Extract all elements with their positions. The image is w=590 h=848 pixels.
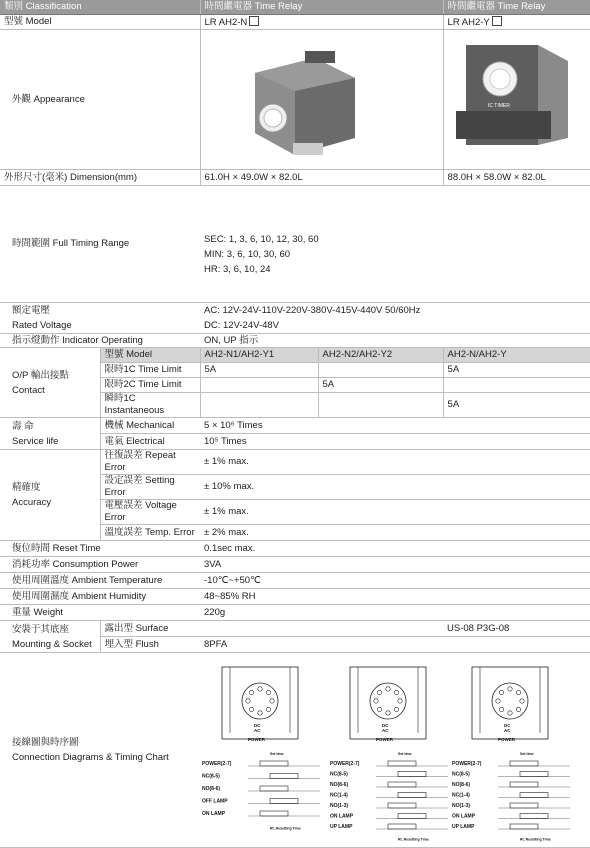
power-label: 消耗功率 Consumption Power — [0, 557, 200, 573]
socket-pin — [520, 699, 524, 703]
model-value-1: LR AH2-N — [200, 15, 443, 30]
op-cell — [318, 393, 443, 418]
checkbox-icon — [492, 16, 502, 26]
humidity-row — [0, 589, 590, 605]
indicator-label: 指示燈動作 Indicator Operating — [0, 334, 200, 348]
humidity-value: 48~85% RH — [200, 589, 590, 605]
power-label: POWER — [248, 737, 266, 742]
timing-pulse — [520, 814, 548, 819]
op-cell: 5A — [200, 363, 318, 378]
life-mech-label: 機械 Mechanical — [100, 418, 200, 434]
connection-diagrams — [200, 653, 590, 843]
timing-row-label: UP LAMP — [330, 824, 353, 830]
timing-row-label: UP LAMP — [452, 824, 475, 830]
timing-row-label: NC(8-5) — [330, 771, 348, 778]
accuracy-row-value: ± 2% max. — [200, 525, 590, 541]
accuracy-row-value: ± 10% max. — [200, 475, 590, 500]
mounting-flush-value: 8PFA — [200, 637, 590, 653]
timing-row-label: POWER(2-7) — [330, 761, 360, 767]
timing-row-label: NC(8-5) — [202, 773, 220, 780]
op-cell — [200, 393, 318, 418]
timing-pulse — [398, 772, 426, 777]
humidity-label: 使用周圍濕度 Ambient Humidity — [0, 589, 200, 605]
socket-pin — [394, 690, 398, 694]
header-col2: 時間繼電器 Time Relay — [443, 0, 590, 15]
socket-pin — [394, 707, 398, 711]
life-row — [0, 418, 590, 434]
timing-sec: SEC: 1, 3, 6, 10, 12, 30, 60 — [204, 233, 319, 245]
socket-pin — [499, 690, 503, 694]
mounting-surface-label: 露出型 Surface — [100, 621, 200, 637]
timing-row-label: NO(1-3) — [452, 803, 471, 809]
temp-label: 使用周圍溫度 Ambient Temperature — [0, 573, 200, 589]
timing-row-label: NC(1-4) — [330, 792, 348, 799]
diagram-row — [0, 653, 590, 848]
mounting-flush-label: 埋入型 Flush — [100, 637, 200, 653]
op-row-label: 限時2C Time Limit — [100, 378, 200, 393]
power-label: POWER — [498, 737, 516, 742]
socket-pin — [386, 711, 390, 715]
socket-pin — [386, 687, 390, 691]
relay-n-image — [200, 30, 443, 170]
op-header-row — [0, 348, 590, 363]
timing-row-label: NO(1-3) — [330, 803, 349, 809]
timing-row-label: ON LAMP — [452, 813, 476, 820]
life-elec-label: 電氣 Electrical — [100, 434, 200, 450]
timing-row — [0, 186, 590, 303]
reset-time-label: Rt. Resetting Time — [398, 837, 429, 842]
socket-pin — [499, 707, 503, 711]
socket-pin — [270, 699, 274, 703]
socket-pin — [377, 690, 381, 694]
dimension-row — [0, 170, 590, 186]
dimension-value-1: 61.0H × 49.0W × 82.0L — [200, 170, 443, 186]
timing-row-label: ON LAMP — [202, 811, 226, 817]
timing-row-label: NO(8-6) — [202, 786, 221, 792]
power-label: POWER — [376, 737, 394, 742]
socket-pin — [249, 707, 253, 711]
reset-row — [0, 541, 590, 557]
timing-pulse — [510, 824, 538, 829]
timing-hr: HR: 3, 6, 10, 24 — [204, 263, 271, 275]
socket-pin — [496, 699, 500, 703]
header-row — [0, 0, 590, 15]
socket-pin — [516, 707, 520, 711]
timing-row-label: NC(1-4) — [452, 792, 470, 799]
accuracy-row-value: ± 1% max. — [200, 450, 590, 475]
reset-time-label: Rt. Resetting Time — [270, 826, 301, 831]
op-cell: 5A — [443, 363, 590, 378]
ac-label: AC — [254, 728, 261, 733]
socket-pin — [398, 699, 402, 703]
op-model-label: 型號 Model — [100, 348, 200, 363]
timing-pulse — [388, 761, 416, 766]
socket-pin — [249, 690, 253, 694]
power-value: 3VA — [200, 557, 590, 573]
mounting-surface-value: US-08 P3G-08 — [443, 621, 590, 637]
weight-value: 220g — [200, 605, 590, 621]
accuracy-label: 精確度 Accuracy — [0, 450, 100, 541]
accuracy-row-label: 設定誤差 Setting Error — [100, 475, 200, 500]
relay-face-text: IC TIMER — [487, 102, 510, 109]
temp-value: -10℃~+50℃ — [200, 573, 590, 589]
diagram-area — [200, 653, 590, 848]
reset-time-label: Rt. Resetting Time — [520, 837, 551, 842]
timing-row-label: NO(8-6) — [452, 782, 471, 788]
indicator-row — [0, 334, 590, 348]
timing-min: MIN: 3, 6, 10, 30, 60 — [204, 248, 291, 260]
dc-label: DC — [254, 723, 261, 728]
timing-pulse — [388, 782, 416, 787]
appearance-row — [0, 30, 590, 170]
socket-pin — [258, 687, 262, 691]
model-label: 型號 Model — [0, 15, 200, 30]
header-col1: 時間繼電器 Time Relay — [200, 0, 443, 15]
socket-pin — [266, 707, 270, 711]
timing-row-label: POWER(2-7) — [202, 761, 232, 767]
dimension-label: 外形尺寸(毫米) Dimension(mm) — [0, 170, 200, 186]
timing-pulse — [260, 761, 288, 766]
appearance-label: 外觀 Appearance — [0, 30, 200, 170]
life-mech-value: 5 × 10⁶ Times — [200, 418, 590, 434]
ac-label: AC — [382, 728, 389, 733]
op-label: O/P 輸出接點 Contact — [0, 348, 100, 418]
relay-y-picture — [448, 33, 587, 163]
timing-pulse — [398, 793, 426, 798]
model-value-2: LR AH2-Y — [443, 15, 590, 30]
op-col-3: AH2-N/AH2-Y — [443, 348, 590, 363]
power-row — [0, 557, 590, 573]
relay-n-picture — [205, 33, 448, 163]
timing-pulse — [260, 786, 288, 791]
dimension-value-2: 88.0H × 58.0W × 82.0L — [443, 170, 590, 186]
op-cell — [200, 378, 318, 393]
dc-label: DC — [382, 723, 389, 728]
model-row — [0, 15, 590, 30]
op-cell: 5A — [443, 393, 590, 418]
mounting-row — [0, 621, 590, 637]
timing-pulse — [388, 803, 416, 808]
timing-row-label: OFF LAMP — [202, 798, 228, 805]
accuracy-row-value: ± 1% max. — [200, 500, 590, 525]
timing-row-label: NO(8-6) — [330, 782, 349, 788]
accuracy-row — [0, 450, 590, 475]
timing-pulse — [270, 799, 298, 804]
op-col-1: AH2-N1/AH2-Y1 — [200, 348, 318, 363]
socket-pin — [508, 711, 512, 715]
timing-pulse — [510, 761, 538, 766]
accuracy-row-label: 往復誤差 Repeat Error — [100, 450, 200, 475]
timing-pulse — [398, 814, 426, 819]
timing-pulse — [388, 824, 416, 829]
voltage-row — [0, 303, 590, 334]
life-label: 壽 命 Service life — [0, 418, 100, 450]
socket-pin — [266, 690, 270, 694]
set-time-label: Set time — [520, 752, 534, 756]
op-cell — [318, 363, 443, 378]
temp-row — [0, 573, 590, 589]
timing-pulse — [260, 811, 288, 816]
set-time-label: Set time — [270, 752, 284, 756]
op-cell: 5A — [318, 378, 443, 393]
socket-pin — [508, 687, 512, 691]
weight-label: 重量 Weight — [0, 605, 200, 621]
op-row-label: 瞬時1C Instantaneous — [100, 393, 200, 418]
timing-pulse — [520, 772, 548, 777]
timing-pulse — [510, 782, 538, 787]
mounting-label: 安裝于其底座 Mounting & Socket — [0, 621, 100, 653]
voltage-label: 額定電壓 Rated Voltage — [0, 303, 200, 334]
weight-row — [0, 605, 590, 621]
life-elec-value: 10⁵ Times — [200, 434, 590, 450]
socket-pin — [374, 699, 378, 703]
accuracy-row-label: 電壓誤差 Voltage Error — [100, 500, 200, 525]
indicator-value: ON, UP 指示 — [200, 334, 590, 348]
relay-y-image — [443, 30, 590, 170]
op-row-label: 限時1C Time Limit — [100, 363, 200, 378]
timing-row-label: ON LAMP — [330, 813, 354, 820]
timing-row-label: NC(8-5) — [452, 771, 470, 778]
socket-pin — [258, 711, 262, 715]
checkbox-icon — [249, 16, 259, 26]
diagram-label: 接線圖與時序圖 Connection Diagrams & Timing Chart — [0, 653, 200, 848]
op-cell — [443, 378, 590, 393]
socket-pin — [377, 707, 381, 711]
timing-values — [200, 186, 590, 303]
set-time-label: Set time — [398, 752, 412, 756]
timing-label: 時間範圍 Full Timing Range — [0, 186, 200, 303]
op-col-2: AH2-N2/AH2-Y2 — [318, 348, 443, 363]
timing-row-label: POWER(2-7) — [452, 761, 482, 767]
reset-value: 0.1sec max. — [200, 541, 590, 557]
reset-label: 復位時間 Reset Time — [0, 541, 200, 557]
ac-label: AC — [504, 728, 511, 733]
socket-pin — [246, 699, 250, 703]
dc-label: DC — [504, 723, 511, 728]
timing-pulse — [520, 793, 548, 798]
timing-pulse — [510, 803, 538, 808]
accuracy-row-label: 溫度誤差 Temp. Error — [100, 525, 200, 541]
socket-pin — [516, 690, 520, 694]
header-classification: 類別 Classification — [0, 0, 200, 15]
voltage-values: AC: 12V-24V-110V-220V-380V-415V-440V 50/60Hz DC: 12V-24V-48V — [200, 303, 590, 334]
timing-pulse — [270, 774, 298, 779]
